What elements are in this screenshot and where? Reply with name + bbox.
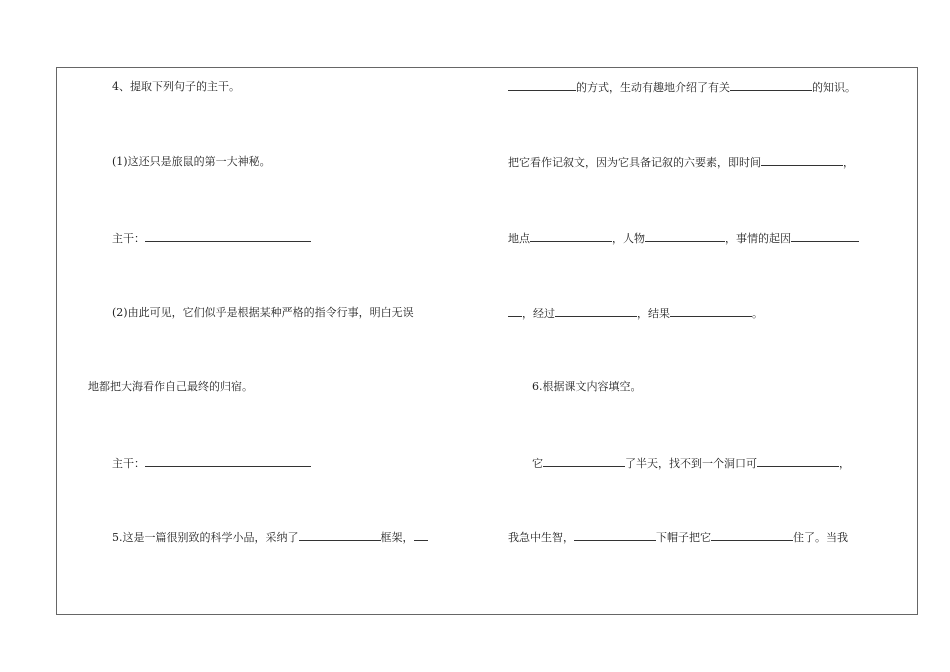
answer-blank[interactable] — [508, 306, 522, 317]
answer-blank[interactable] — [730, 80, 812, 91]
answer-blank[interactable] — [555, 306, 637, 317]
q6-title: 6.根据课文内容填空。 — [532, 380, 642, 393]
q5-cont-line-1: 的方式，生动有趣地介绍了有关 的知识。 — [508, 80, 856, 95]
answer-blank[interactable] — [757, 456, 839, 467]
answer-blank[interactable] — [791, 231, 859, 242]
q5-cont-line-2: 把它看作记叙文，因为它具备记叙的六要素，即时间 ， — [508, 156, 854, 169]
answer-blank[interactable] — [508, 80, 576, 91]
answer-blank[interactable] — [645, 231, 725, 242]
q4-sentence-2-line-1: (2)由此可见，它们似乎是根据某种严格的指令行事，明白无误 — [112, 306, 414, 319]
main-label: 主干： — [112, 457, 145, 470]
answer-blank[interactable] — [530, 231, 612, 242]
q4-title: 4、提取下列句子的主干。 — [112, 80, 240, 93]
answer-blank[interactable] — [761, 155, 843, 166]
answer-blank[interactable] — [414, 530, 428, 541]
answer-blank[interactable] — [543, 456, 625, 467]
answer-blank[interactable] — [670, 306, 752, 317]
main-label: 主干： — [112, 232, 145, 245]
q5-cont-line-4: ，经过 ，结果 。 — [508, 306, 763, 321]
q6-line-1: 它 了半天，找不到一个洞口可 ， — [532, 457, 850, 470]
answer-blank[interactable] — [711, 530, 793, 541]
q4-answer-2 — [112, 456, 311, 471]
q6-line-2: 我急中生智， 下帽子把它 住了。当我 — [508, 531, 848, 544]
answer-blank[interactable] — [145, 231, 311, 242]
q5-line: 5.这是一篇很别致的科学小品，采纳了 框架， — [112, 530, 428, 545]
q5-cont-line-3: 地点 ，人物 ，事情的起因 — [508, 231, 859, 246]
q4-answer-1 — [112, 231, 311, 246]
answer-blank[interactable] — [145, 456, 311, 467]
answer-blank[interactable] — [574, 530, 656, 541]
answer-blank[interactable] — [299, 530, 381, 541]
q4-sentence-1: (1)这还只是旅鼠的第一大神秘。 — [112, 155, 271, 168]
q4-sentence-2-line-2: 地都把大海看作自己最终的归宿。 — [88, 380, 253, 393]
